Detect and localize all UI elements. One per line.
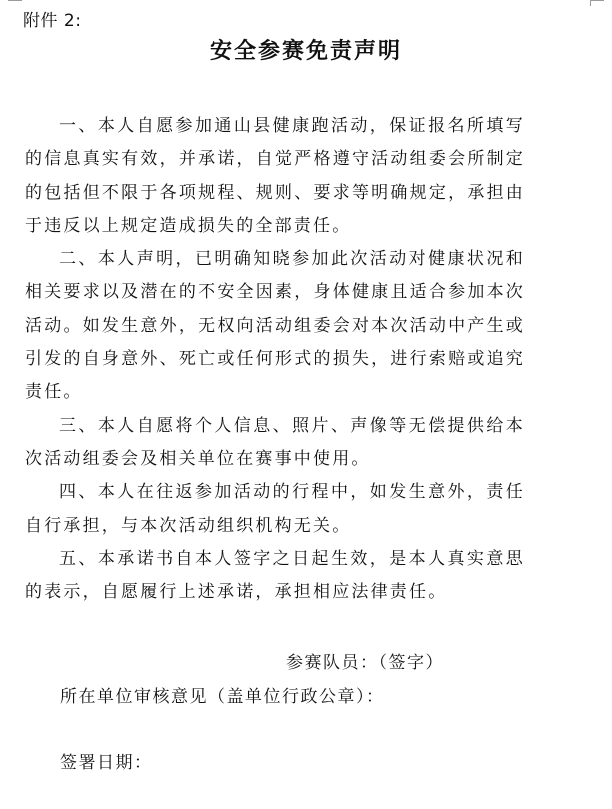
corner-crop-mark-right (590, 0, 604, 1)
document-title: 安全参赛免责声明 (209, 39, 402, 64)
declaration-body (25, 110, 525, 609)
unit-opinion-label: 所在单位审核意见（盖单位行政公章）： (60, 687, 385, 707)
clause-5: 五、本承诺书自本人签字之日起生效，是本人真实意思的表示，自愿履行上述承诺，承担相应法律责任。 (25, 548, 525, 603)
corner-crop-mark-left (8, 0, 22, 1)
participant-signature-label: 参赛队员：（签字） (286, 653, 444, 673)
corner-crop-mark-right-vertical (590, 0, 591, 6)
clause-3: 三、本人自愿将个人信息、照片、声像等无偿提供给本次活动组委会及相关单位在赛事中使用。 (25, 415, 525, 469)
attachment-label: 附件 2: (23, 11, 82, 31)
clause-1: 一、本人自愿参加通山县健康跑活动，保证报名所填写的信息真实有效，并承诺，自觉严格遵守活动组委会所制定的包括但不限于各项规程、规则、要求等明确规定，承担由于违反以上规定造成损失的全部责任。 (25, 116, 525, 236)
clause-4: 四、本人在往返参加活动的行程中，如发生意外，责任自行承担，与本次活动组织机构无关。 (25, 482, 525, 536)
sign-date-label: 签署日期： (60, 753, 153, 773)
clause-2: 二、本人声明，已明确知晓参加此次活动对健康状况和相关要求以及潜在的不安全因素，身体健康且适合参加本次活动。如发生意外，无权向活动组委会对本次活动中产生或引发的自身意外、死亡或任何形式的损失，进行索赔或追究责任。 (25, 249, 525, 403)
